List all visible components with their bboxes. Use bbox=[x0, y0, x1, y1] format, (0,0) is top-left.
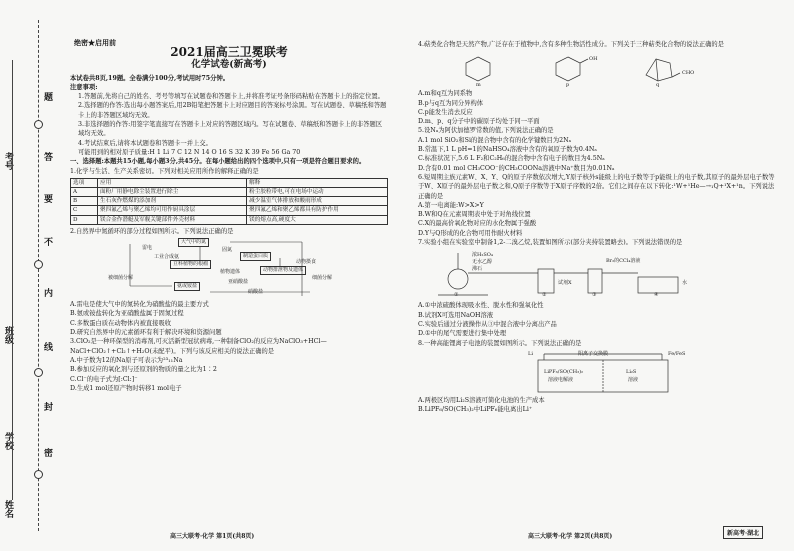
battery-label: LiPF₆/SO(CH₃)₂ bbox=[544, 368, 584, 375]
seal-circle bbox=[34, 470, 43, 479]
diagram-label: 细菌分解 bbox=[312, 275, 333, 282]
secret-mark: 绝密★启用前 bbox=[74, 38, 116, 47]
structure-name: m bbox=[476, 82, 481, 89]
table-header-cell: 解释 bbox=[247, 178, 388, 187]
right-column bbox=[418, 40, 780, 414]
q1-stem: 1.化学与生活、生产关系密切。下列对相关应用所作的解释正确的是 bbox=[70, 167, 259, 175]
structure-label: OH bbox=[589, 56, 598, 63]
table-cell: 生石灰作燃煤的添加剂 bbox=[98, 197, 247, 206]
diagram-label: 固氮 bbox=[222, 247, 233, 254]
note-item: 4.考试结束后,请将本试题卷和答题卡一并上交。 bbox=[78, 139, 212, 147]
seal-char: 要 bbox=[44, 195, 54, 205]
apparatus-number: ④ bbox=[654, 292, 659, 299]
table-row bbox=[71, 188, 388, 197]
q1-table bbox=[70, 178, 388, 225]
q4-option-d: D.m、p、q分子中的碳原子均处于同一平面 bbox=[418, 118, 540, 126]
atomic-masses: 可能用到的相对原子质量:H 1 Li 7 C 12 N 14 O 16 S 32 K 39 Fe 56 Ga 70 bbox=[78, 148, 301, 156]
q8-stem: 8.一种高能锂离子电池的装置如图所示。下列说法正确的是 bbox=[418, 339, 582, 347]
diagram-node: 氨或铵盐 bbox=[174, 282, 200, 291]
q3-option-b: B.参加反应的氧化剂与还原剂的物质的量之比为1∶2 bbox=[70, 366, 217, 374]
footer-right: 高三大联考·化学 第2页(共8页) bbox=[528, 533, 613, 540]
table-cell: D bbox=[71, 215, 98, 224]
structure-name: q bbox=[656, 82, 660, 89]
q4-stem: 4.萜类化合物是天然产物,广泛存在于植物中,含有多种生物活性成分。下列关于三种萜类化合物的说法正确的是 bbox=[418, 41, 724, 48]
seal-char: 封 bbox=[44, 403, 54, 413]
table-header-cell: 应用 bbox=[98, 178, 247, 187]
table-header-cell: 选项 bbox=[71, 178, 98, 187]
seal-char: 内 bbox=[44, 289, 54, 299]
q6-stem: 6.短周期主族元素W、X、Y、Q的原子序数依次增大,Y原子核外s能级上的电子数等于p能级上的电子数,其原子的最外层电子数等于W、X原子的最外层电子数之和,Q原子序数等于X原子序数的2倍。它们之间存在以下转化:¹W+¹He—→₁Q+¹X+¹n。下列说法正确的是 bbox=[418, 173, 775, 200]
seal-char: 答 bbox=[44, 153, 54, 163]
table-cell: B bbox=[71, 197, 98, 206]
apparatus-label: Br₂的CCl₄溶液 bbox=[606, 258, 641, 265]
q5-option-d: D.含有0.01 mol CH₃COO⁻的CH₃COONa溶液中Na⁺数目为0.01Nₐ bbox=[418, 164, 615, 172]
diagram-label: 植物遗体 bbox=[220, 269, 241, 276]
exam-meta: 本试卷共8页,19题。全卷满分100分,考试用时75分钟。 bbox=[70, 74, 230, 82]
battery-label: 溶液电解液 bbox=[548, 376, 574, 383]
battery-diagram bbox=[418, 350, 780, 394]
apparatus-label: 沸石 bbox=[472, 266, 483, 273]
battery-label: 溶液 bbox=[628, 376, 639, 383]
diagram-label: 工业合成氨 bbox=[154, 254, 180, 261]
table-cell: 镁的熔点高,硬度大 bbox=[247, 215, 388, 224]
q2-stem: 2.自然界中氮循环的部分过程如图所示。下列说法正确的是 bbox=[70, 227, 234, 235]
region-badge: 新高考·湖北 bbox=[723, 526, 763, 539]
exam-subtitle: 化学试卷(新高考) bbox=[191, 59, 267, 71]
q6-option-a: A.第一电离能:W>X>Y bbox=[418, 201, 484, 209]
battery-label: Fe/FeS bbox=[668, 350, 686, 357]
seal-char: 题 bbox=[44, 93, 54, 103]
footer-left: 高三大联考·化学 第1页(共8页) bbox=[170, 533, 255, 540]
seal-class: 班级 bbox=[3, 326, 13, 344]
terpene-structures bbox=[418, 51, 780, 87]
diagram-label: 被细菌分解 bbox=[108, 275, 134, 282]
seal-char: 线 bbox=[44, 343, 54, 353]
q6-option-d: D.Y与Q形成的化合物可用作耐火材料 bbox=[418, 229, 523, 237]
diagram-node: 大气中的氮 bbox=[178, 238, 209, 247]
q4-option-a: A.m和q互为同系物 bbox=[418, 90, 473, 98]
q2-option-d: D.研究自然界中的元素循环有利于解决环境和资源问题 bbox=[70, 329, 222, 337]
table-row bbox=[71, 206, 388, 215]
note-item: 1.答题前,先将自己的姓名、考号等填写在试题卷和答题卡上,并将准考证号条形码粘贴在答题卡上的指定位置。 bbox=[78, 93, 384, 101]
q7-option-d: D.①中的尾气需要进行集中处理 bbox=[418, 330, 507, 338]
seal-char: 密 bbox=[44, 449, 54, 459]
apparatus-label: 浓H₂SO₄ bbox=[472, 252, 493, 259]
battery-label: 阳离子交换膜 bbox=[578, 350, 609, 357]
seal-school: 学校 bbox=[3, 432, 13, 450]
table-cell: 粉尘胶粒带电,可在电场中运动 bbox=[247, 188, 388, 197]
table-header-row bbox=[71, 178, 388, 187]
seal-name: 姓名 bbox=[3, 500, 13, 518]
seal-circle bbox=[34, 260, 43, 269]
q4-option-c: C.p能发生消去反应 bbox=[418, 108, 473, 116]
diagram-node: 动物排泄物及遗体 bbox=[260, 266, 306, 275]
structure-name: p bbox=[566, 82, 570, 89]
q5-option-b: B.常温下,1 L pH=1的NaHSO₄溶液中含有的氧原子数为0.4Nₐ bbox=[418, 146, 597, 154]
seal-circle bbox=[34, 368, 43, 377]
diagram-node: 豆科植物的根瘤 bbox=[170, 260, 211, 269]
q2-option-b: B.氨或铵盐转化为亚硝酸盐属于固氮过程 bbox=[70, 310, 184, 318]
seal-strip bbox=[0, 0, 62, 551]
diagram-label: 动物摄食 bbox=[296, 259, 317, 266]
apparatus-number: ③ bbox=[592, 292, 597, 299]
q8-option-a: A.两极区均用Li₂S溶液可简化电池的生产成本 bbox=[418, 396, 545, 404]
seal-exam-no: 考号 bbox=[3, 152, 13, 170]
table-cell: A bbox=[71, 188, 98, 197]
section-one-heading: 一、选择题:本题共15小题,每小题3分,共45分。在每小题给出的四个选项中,只有一项是符合题目要求的。 bbox=[70, 158, 366, 166]
structure-drawings bbox=[418, 51, 780, 87]
seal-char: 不 bbox=[44, 238, 54, 248]
q7-option-c: C.实验后通过分液操作从③中混合液中分离出产品 bbox=[418, 320, 557, 328]
nitrogen-cycle-diagram bbox=[70, 238, 388, 298]
q3-option-d: D.生成1 mol还原产物时转移1 mol电子 bbox=[70, 384, 182, 392]
table-cell: 镁合金作潜艇及军舰关键部件外壳材料 bbox=[98, 215, 247, 224]
q3-option-c: C.Cl⁻的电子式为[:Cl:]⁻ bbox=[70, 375, 138, 383]
table-cell: 聚四氟乙烯和聚乙烯都具有防护作用 bbox=[247, 206, 388, 215]
q6-option-c: C.X的最高价氧化物对应的水化物属于强酸 bbox=[418, 220, 537, 228]
diagram-label: 亚硝酸盐 bbox=[228, 279, 249, 286]
q5-option-c: C.标准状况下,5.6 L F₂和C₂H₆的混合物中含有电子的数目为4.5Nₐ bbox=[418, 155, 605, 163]
seal-underline bbox=[12, 60, 13, 500]
seal-circle bbox=[34, 120, 43, 129]
apparatus-diagram bbox=[418, 249, 780, 299]
table-cell: C bbox=[71, 206, 98, 215]
apparatus-label: 无水乙醇 bbox=[472, 259, 493, 266]
diagram-node: 制造蛋白质 bbox=[240, 252, 271, 261]
q2-option-c: C.多数蛋白质在动物体内被直接吸收 bbox=[70, 319, 172, 327]
q8-option-b: B.LiPF₆/SO(CH₃)₂中LiPF₆能电离出Li⁺ bbox=[418, 406, 533, 414]
note-item: 2.选择题的作答:选出每小题答案后,用2B铅笔把答题卡上对应题目的答案标号涂黑。写在试题卷、草稿纸和答题卡上的非答题区域均无效。 bbox=[78, 102, 387, 119]
apparatus-label: 试剂X bbox=[558, 280, 572, 287]
battery-label: Li₂S bbox=[626, 368, 637, 375]
q3-option-a: A.中子数为12的Na原子可表示为²³₁₁Na bbox=[70, 356, 183, 364]
apparatus-number: ① bbox=[454, 292, 459, 299]
diagram-label: 雷电 bbox=[142, 245, 153, 252]
notes-title: 注意事项: bbox=[70, 83, 98, 91]
q3-stem: 3.ClO₂是一种环保型的消毒剂,可灭活新型冠状病毒,一种制备ClO₂的反应为NaClO₃+HCl—NaCl+ClO₂↑+Cl₂↑+H₂O(未配平)。下列与该反应相关的说法正确的是 bbox=[70, 338, 327, 355]
q2-option-a: A.雷电是使大气中的氮转化为硝酸盐的最主要方式 bbox=[70, 301, 209, 309]
diagram-label: 硝酸盐 bbox=[248, 289, 264, 296]
table-cell: 聚四氟乙烯与聚乙烯均可用作厨具涂层 bbox=[98, 206, 247, 215]
left-column bbox=[70, 38, 388, 393]
structure-label: CHO bbox=[682, 70, 695, 77]
exam-title: 2021届高三卫冕联考 bbox=[170, 45, 288, 59]
q7-stem: 7.实验小组在实验室中制备1,2-二溴乙烷,装置如图所示(部分夹持装置略去)。下列说法错误的是 bbox=[418, 239, 683, 247]
seal-dashed-line bbox=[38, 20, 39, 531]
table-cell: 面粉厂用静电除尘装置进行除尘 bbox=[98, 188, 247, 197]
q7-option-b: B.试剂X可选用NaOH溶液 bbox=[418, 311, 494, 319]
apparatus-number: ② bbox=[542, 292, 547, 299]
q5-stem: 5.设Nₐ为阿伏加德罗常数的值,下列说法正确的是 bbox=[418, 127, 554, 135]
q4-option-b: B.p与q互为同分异构体 bbox=[418, 99, 484, 107]
q6-option-b: B.W和Q在元素周期表中处于对角线位置 bbox=[418, 211, 531, 219]
table-row bbox=[71, 215, 388, 224]
q5-option-a: A.1 mol SiO₂和Si的混合物中含有的化学键数目为2Nₐ bbox=[418, 136, 572, 144]
q7-option-a: A.①中浓硫酸体现吸水性、脱水性和强氧化性 bbox=[418, 302, 544, 310]
note-item: 3.非选择题的作答:用签字笔直接写在答题卡上对应的答题区域内。写在试题卷、草稿纸和答题卡上的非答题区域均无效。 bbox=[78, 121, 383, 138]
table-cell: 减少温室气体排放和酸雨形成 bbox=[247, 197, 388, 206]
table-row bbox=[71, 197, 388, 206]
diagram-arrows bbox=[70, 238, 388, 298]
apparatus-label: 水 bbox=[682, 280, 688, 287]
battery-label: Li bbox=[528, 350, 533, 357]
